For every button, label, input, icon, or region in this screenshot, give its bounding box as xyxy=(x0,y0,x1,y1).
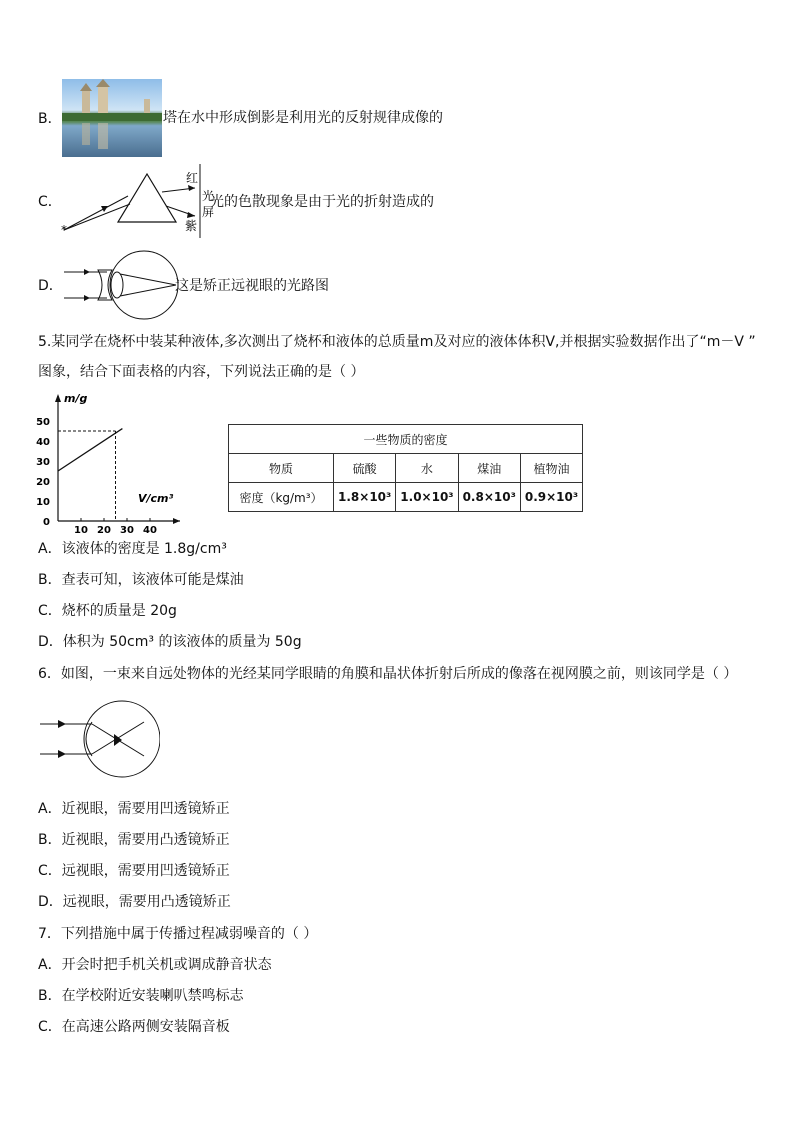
q6-option-a: A．近视眼，需要用凹透镜矫正 xyxy=(38,801,230,817)
q5-line1: 5.某同学在烧杯中装某种液体,多次测出了烧杯和液体的总质量m及对应的液体体积V,并根据实验数据作出了“m－V ” xyxy=(38,334,756,350)
q5-option-d: D．体积为 50cm³ 的该液体的质量为 50g xyxy=(38,634,302,650)
x-tick-label: 40 xyxy=(143,525,157,535)
table-header: 煤油 xyxy=(458,454,520,483)
y-axis-label: m/g xyxy=(64,392,88,405)
series-line-m-v xyxy=(58,429,122,471)
option-c-text: 光的色散现象是由于光的折射造成的 xyxy=(210,194,434,210)
q7-option-b: B．在学校附近安装喇叭禁鸣标志 xyxy=(38,988,244,1004)
x-tick-label: 20 xyxy=(97,525,111,535)
y-tick-label: 30 xyxy=(36,457,50,468)
svg-text:*: * xyxy=(61,223,67,237)
x-axis-label: V/cm³ xyxy=(138,492,174,505)
table-cell: 1.8×10³ xyxy=(334,483,396,512)
q6-question: 6．如图，一束来自远处物体的光经某同学眼睛的角膜和晶状体折射后所成的像落在视网膜之前，则该同学是（ ） xyxy=(38,666,738,682)
density-table-title: 一些物质的密度 xyxy=(229,425,583,454)
fig-light-label: 光 xyxy=(202,189,215,203)
table-header: 硫酸 xyxy=(334,454,396,483)
option-b-text: 塔在水中形成倒影是利用光的反射规律成像的 xyxy=(163,110,443,126)
q7-question: 7．下列措施中属于传播过程减弱噪音的（ ） xyxy=(38,926,318,942)
q7-option-c: C．在高速公路两侧安装隔音板 xyxy=(38,1019,230,1035)
fig-screen-label: 屏 xyxy=(202,205,215,219)
table-cell: 0.8×10³ xyxy=(458,483,520,512)
table-row-label: 密度（kg/m³） xyxy=(229,483,334,512)
q5-option-c: C．烧杯的质量是 20g xyxy=(38,603,177,619)
prism-dispersion-diagram xyxy=(58,164,218,244)
y-tick-label: 50 xyxy=(36,417,50,428)
q5-option-a: A．该液体的密度是 1.8g/cm³ xyxy=(38,541,227,557)
x-tick-label: 10 xyxy=(74,525,88,535)
option-c-label: C． xyxy=(38,194,62,210)
q6-option-b: B．近视眼，需要用凸透镜矫正 xyxy=(38,832,230,848)
q5-line2: 图象，结合下面表格的内容，下列说法正确的是（ ） xyxy=(38,364,365,380)
myopia-eye-diagram xyxy=(40,700,160,782)
x-tick-label: 30 xyxy=(120,525,134,535)
table-cell: 1.0×10³ xyxy=(396,483,458,512)
fig-purple-label: 紫 xyxy=(185,219,198,233)
m-v-chart xyxy=(30,390,190,535)
q5-option-b: B．查表可知，该液体可能是煤油 xyxy=(38,572,244,588)
table-header: 水 xyxy=(396,454,458,483)
pagoda-reflection-photo xyxy=(62,79,162,157)
option-b-label: B． xyxy=(38,111,62,127)
table-header: 植物油 xyxy=(520,454,582,483)
fig-red-label: 红 xyxy=(186,171,199,185)
hyperopia-correction-diagram xyxy=(60,250,180,322)
table-cell: 0.9×10³ xyxy=(520,483,582,512)
density-table-wrap xyxy=(228,424,583,512)
q6-option-d: D．远视眼，需要用凸透镜矫正 xyxy=(38,894,231,910)
y-tick-label: 40 xyxy=(36,437,50,448)
option-d-label: D． xyxy=(38,278,63,294)
table-header: 物质 xyxy=(229,454,334,483)
y-tick-label: 20 xyxy=(36,477,50,488)
y-tick-label: 10 xyxy=(36,497,50,508)
q7-option-a: A．开会时把手机关机或调成静音状态 xyxy=(38,957,272,973)
q6-option-c: C．远视眼，需要用凹透镜矫正 xyxy=(38,863,230,879)
density-table xyxy=(228,424,583,512)
option-d-text: 这是矫正远视眼的光路图 xyxy=(175,278,329,294)
y-tick-label: 0 xyxy=(43,517,50,528)
